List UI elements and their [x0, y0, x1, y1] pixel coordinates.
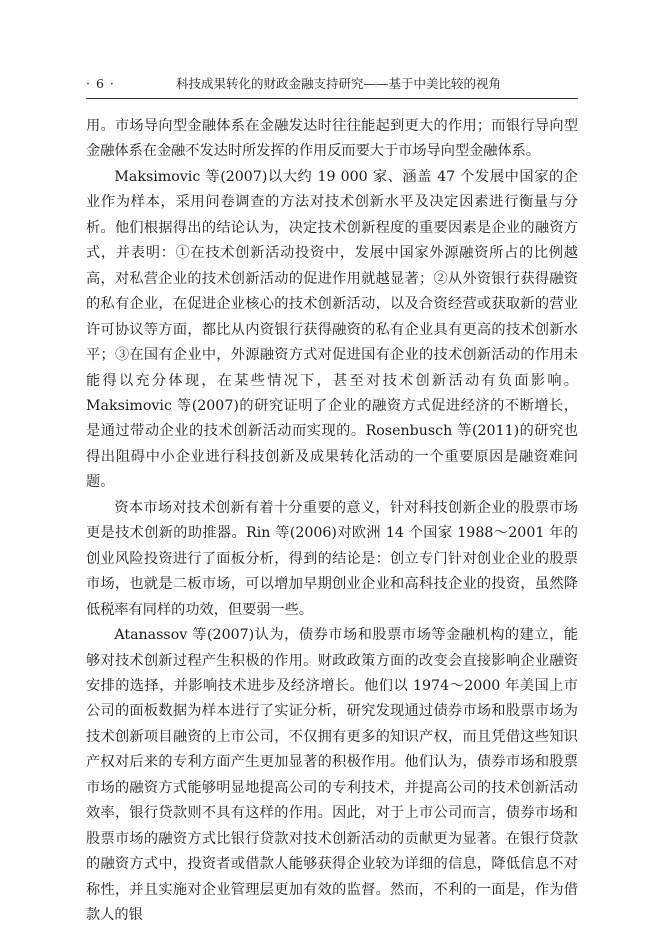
page-number: · 6 · — [86, 76, 115, 91]
running-head — [86, 74, 578, 94]
paragraph-continuation: 用。市场导向型金融体系在金融发达时往往能起到更大的作用；而银行导向型金融体系在金融不发达时所发挥的作用反而要大于市场导向型金融体系。 — [86, 118, 578, 160]
paragraph-atanassov: Atanassov 等(2007)认为，债券市场和股票市场等金融机构的建立，能够对技术创新过程产生积极的作用。财政政策方面的改变会直接影响企业融资安排的选择，并影响技术进步及经济增长。他们以 1974～2000 年美国上市公司的面板数据为样本进行了实证分析，研究发现通过债券市场和股票市场为技术创新项目融资的上市公司，不仅拥有更多的知识产权，而且凭借这些知识产权对后来的专利方面产生更加显著的积极作用。他们认为，债券市场和股票市场的融资方式能够明显地提高公司的专利技术，并提高公司的技术创新活动效率，银行贷款则不具有这样的作用。因此，对于上市公司而言，债券市场和股票市场的融资方式比银行贷款对技术创新活动的贡献更为显著。在银行贷款的融资方式中，投资者或借款人能够获得企业较为详细的信息，降低信息不对称性，并且实施对企业管理层更加有效的监督。然而，不利的一面是，作为借款人的银 — [86, 627, 578, 924]
running-title: 科技成果转化的财政金融支持研究——基于中美比较的视角 — [176, 76, 502, 91]
paragraph-capital-market: 资本市场对技术创新有着十分重要的意义，针对科技创新企业的股票市场更是技术创新的助推器。Rin 等(2006)对欧洲 14 个国家 1988～2001 年的创业风险投资进行了面板分析，得到的结论是：创立专门针对创业企业的股票市场，也就是二板市场，可以增加早期创业企业和高科技企业的投资，虽然降低税率有同样的功效，但要弱一些。 — [86, 499, 578, 618]
body-text — [86, 114, 578, 929]
header-rule — [86, 98, 578, 99]
paragraph-maksimovic: Maksimovic 等(2007)以大约 19 000 家、涵盖 47 个发展中国家的企业作为样本，采用问卷调查的方法对技术创新水平及决定因素进行衡量与分析。他们根据得出的结论认为，决定技术创新程度的重要因素是企业的融资方式，并表明：①在技术创新活动投资中，发展中国家外源融资所占的比例越高，对私营企业的技术创新活动的促进作用就越显著；②从外资银行获得融资的私有企业，在促进企业核心的技术创新活动，以及合资经营或获取新的营业许可协议等方面，都比从内资银行获得融资的私有企业具有更高的技术创新水平；③在国有企业中，外源融资方式对促进国有企业的技术创新活动的作用未能得以充分体现，在某些情况下，甚至对技术创新活动有负面影响。Maksimovic 等(2007)的研究证明了企业的融资方式促进经济的不断增长，是通过带动企业的技术创新活动而实现的。Rosenbusch 等(2011)的研究也得出阻碍中小企业进行科技创新及成果转化活动的一个重要原因是融资难问题。 — [86, 168, 578, 491]
